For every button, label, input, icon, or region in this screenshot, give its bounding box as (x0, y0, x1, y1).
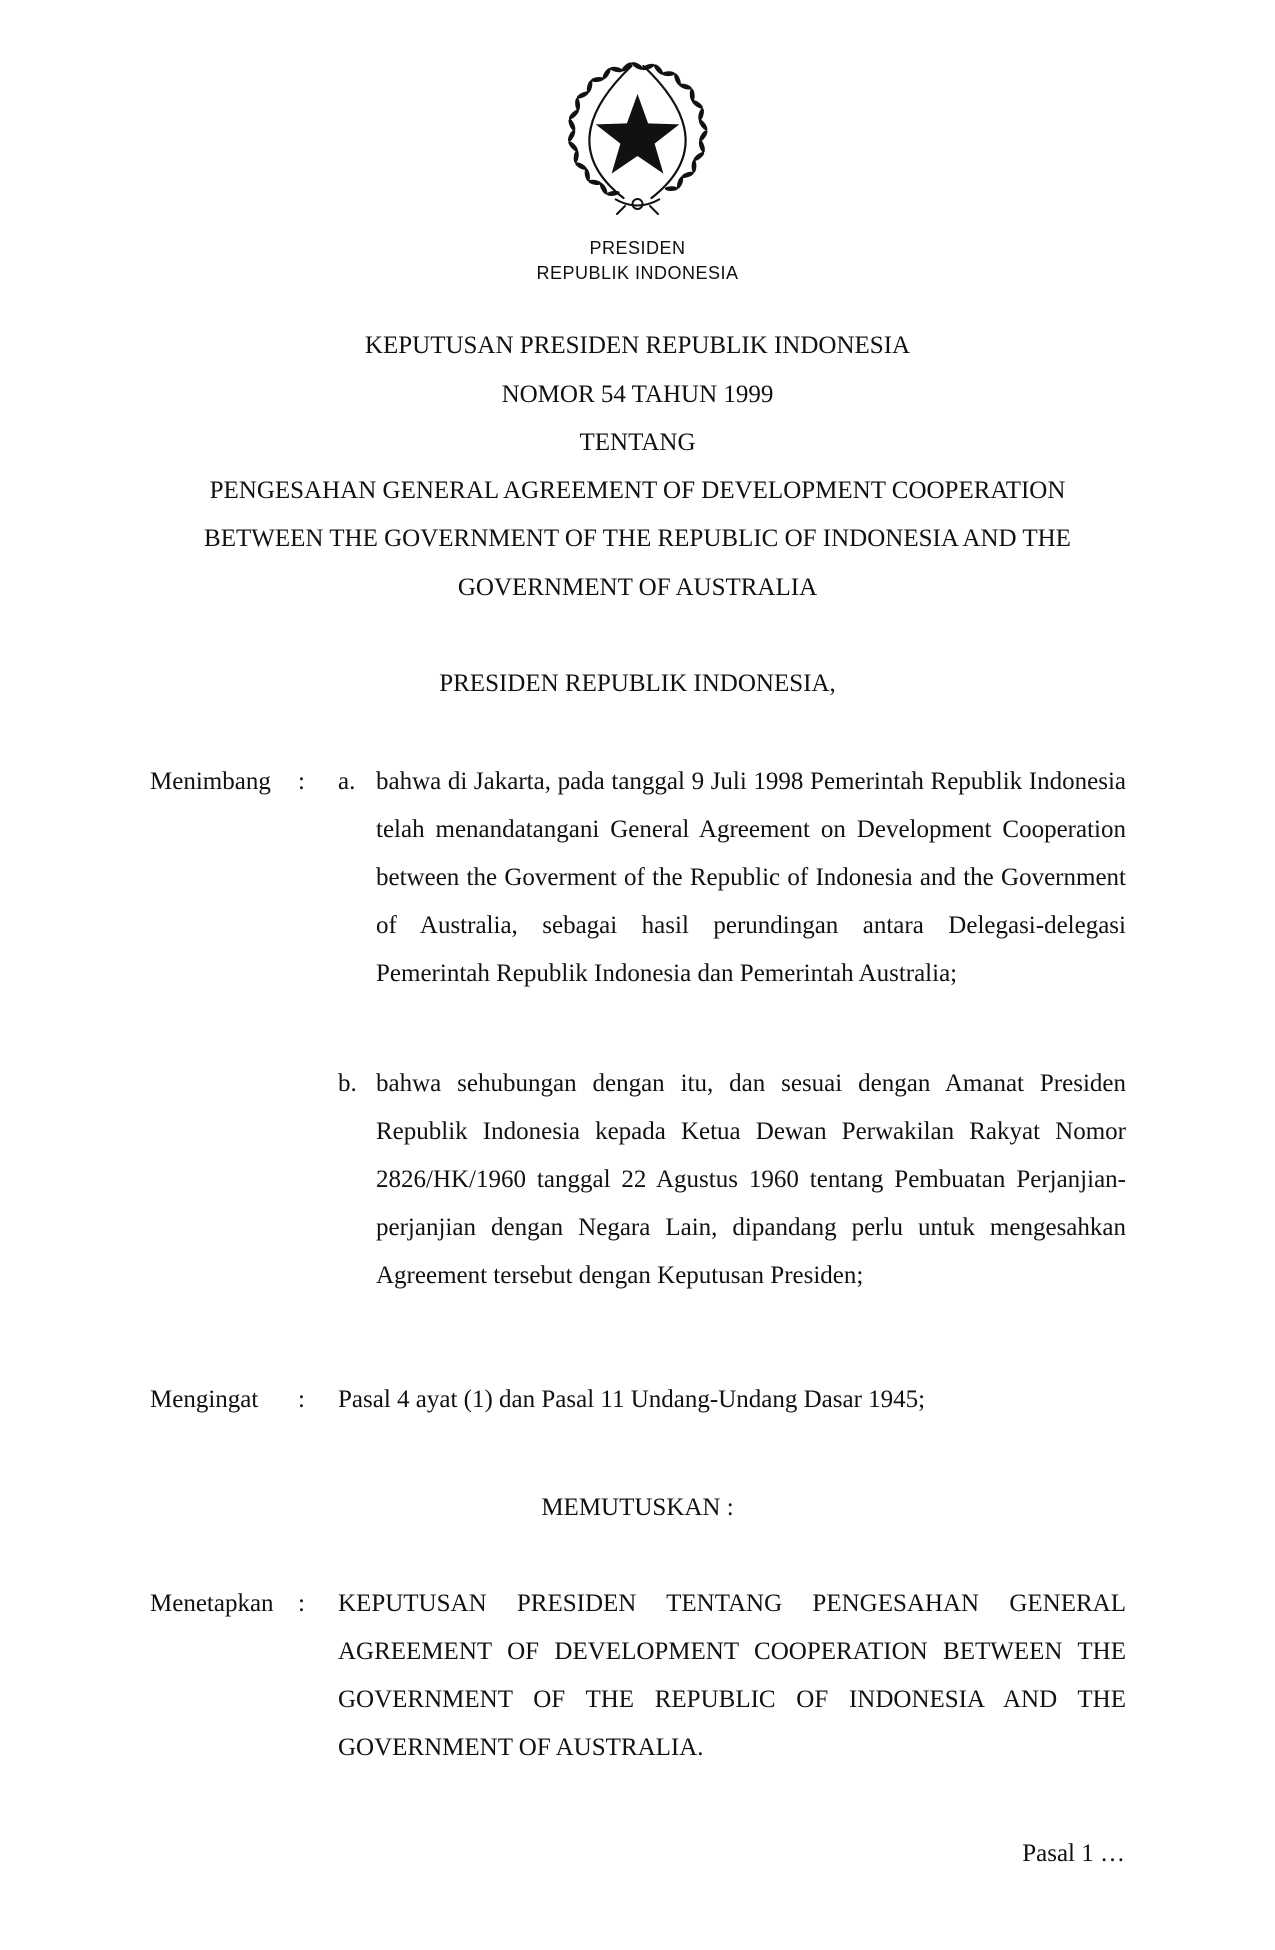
decree-number: NOMOR 54 TAHUN 1999 (501, 381, 774, 408)
wreath-leaf (567, 118, 577, 132)
menimbang-colon: : (298, 768, 305, 795)
wreath-leaf (586, 80, 594, 94)
decree-tentang: TENTANG (579, 429, 696, 456)
decree-subject-line-3: GOVERNMENT OF AUSTRALIA (457, 574, 818, 601)
menetapkan-label: Menetapkan (150, 1590, 274, 1617)
menimbang-item-b-text: bahwa sehubungan dengan itu, dan sesuai dengan Amanat Presiden Republik Indonesia kepada Ketua Dewan Perwakilan Rakyat Nomor 2826/HK/1960 tanggal 22 Agustus 1960 tentang Pembuatan Perjanjian-perjanjian dengan Negara Lain, dipandang perlu untuk mengesahkan Agreement tersebut dengan Keputusan Presiden; (376, 1070, 1126, 1289)
wreath-leaf (588, 179, 602, 186)
mengingat-label: Mengingat (150, 1386, 259, 1413)
wreath-leaf (697, 118, 709, 131)
menimbang-item-a-marker: a. (338, 768, 356, 795)
menetapkan-colon: : (298, 1590, 305, 1617)
wreath-leaf (575, 98, 581, 111)
menetapkan-text: KEPUTUSAN PRESIDEN TENTANG PENGESAHAN GENERAL AGREEMENT OF DEVELOPMENT COOPERATION BETWEEN THE GOVERNMENT OF THE REPUBLIC OF INDONESIA AND THE GOVERNMENT OF AUSTRALIA. (338, 1590, 1126, 1761)
letterhead-republic: REPUBLIK INDONESIA (536, 263, 739, 283)
menimbang-item-b-marker: b. (338, 1070, 357, 1097)
mengingat-colon: : (298, 1386, 305, 1413)
wreath-leaf (584, 168, 591, 182)
decree-title: KEPUTUSAN PRESIDEN REPUBLIK INDONESIA (364, 332, 911, 359)
letterhead-president: PRESIDEN (589, 238, 686, 258)
wreath-leaf (689, 88, 695, 101)
garuda-star-wreath-emblem-icon (555, 56, 720, 221)
wreath-leaf (567, 129, 577, 143)
decree-subject-line-1: PENGESAHAN GENERAL AGREEMENT OF DEVELOPMENT COOPERATION (209, 477, 1066, 504)
menimbang-label: Menimbang (150, 768, 271, 795)
wreath-leaf (662, 71, 675, 76)
wreath-leaf (610, 66, 624, 73)
wreath-leaf (606, 190, 620, 197)
wreath-leaf (697, 108, 705, 122)
menimbang-item-a-text: bahwa di Jakarta, pada tanggal 9 Juli 1998 Pemerintah Republik Indonesia telah menandatangani General Agreement on Development Cooperation between the Goverment of the Republic of Indonesia and the Government of Australia, sebagai hasil perundingan antara Delegasi-delegasi Pemerintah Republik Indonesia dan Pemerintah Australia; (376, 768, 1126, 987)
wreath-leaf (665, 186, 678, 191)
wreath-leaf (567, 140, 579, 153)
wreath-leaf (698, 139, 706, 153)
wreath-leaf (631, 61, 645, 72)
wreath-leaf (573, 150, 580, 164)
next-page-marker: Pasal 1 … (1022, 1840, 1125, 1867)
wreath-leaf (591, 76, 605, 82)
decree-subject-line-2: BETWEEN THE GOVERNMENT OF THE REPUBLIC OF INDONESIA AND THE (204, 525, 1071, 552)
mengingat-text: Pasal 4 ayat (1) dan Pasal 11 Undang-Undang Dasar 1945; (338, 1386, 926, 1413)
wreath-leaf (691, 160, 696, 173)
issuer-heading: PRESIDEN REPUBLIK INDONESIA, (439, 670, 836, 697)
memutuskan-heading: MEMUTUSKAN : (541, 1494, 734, 1521)
